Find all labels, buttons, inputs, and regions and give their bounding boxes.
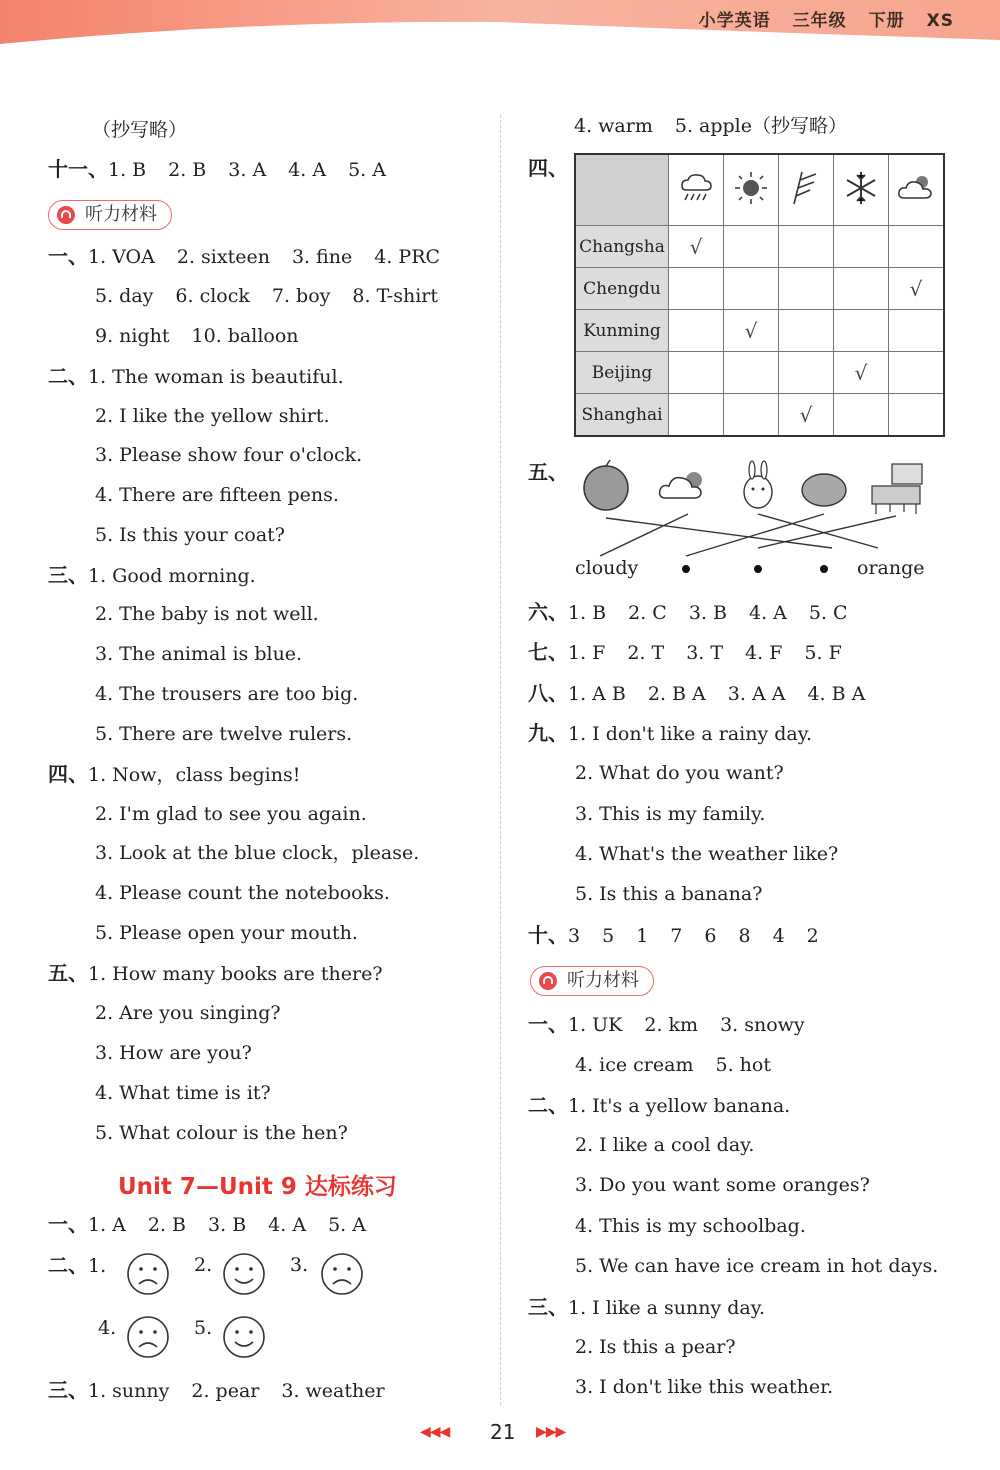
happy-face-icon	[222, 1252, 266, 1296]
unit-section-3: 三、1. sunny 2. pear 3. weather	[48, 1378, 385, 1402]
check-cell	[779, 310, 834, 352]
section-8: 八、1. A B 2. B A 3. A A 4. B A	[528, 681, 866, 705]
table-row	[575, 226, 944, 268]
cloudy-icon	[889, 154, 945, 226]
check-mark: √	[909, 276, 923, 301]
listening-2-item: 2. I like the yellow shirt.	[95, 405, 330, 427]
check-cell	[669, 352, 724, 394]
check-cell	[889, 268, 945, 310]
listening-5-item: 2. Are you singing?	[95, 1002, 281, 1024]
listening-1-row3: 9. night 10. balloon	[95, 325, 299, 347]
listening-2-item: 3. Please show four o'clock.	[95, 444, 363, 466]
listening-3-item: 三、1. Good morning.	[48, 563, 256, 587]
section-9-item: 3. This is my family.	[575, 803, 766, 825]
unit-section-2-num: 2.	[194, 1254, 213, 1276]
listening-r2-item: 二、1. It's a yellow banana.	[528, 1093, 791, 1117]
listening-r3-item: 2. Is this a pear?	[575, 1336, 736, 1358]
listening-4-item: 2. I'm glad to see you again.	[95, 803, 367, 825]
table-row	[575, 310, 944, 352]
unit-section-2-num: 4.	[98, 1317, 117, 1339]
unit-section-1: 一、1. A 2. B 3. B 4. A 5. A	[48, 1212, 366, 1236]
listening-2-item: 5. Is this your coat?	[95, 524, 285, 546]
section-5-label: 五、	[528, 460, 568, 484]
listening-2-item: 4. There are fifteen pens.	[95, 484, 339, 506]
check-cell	[779, 226, 834, 268]
check-cell	[669, 394, 724, 437]
listening-material-tag: 听力材料	[530, 966, 654, 996]
column-divider	[500, 115, 501, 1405]
check-mark: √	[799, 402, 813, 427]
unit-title: Unit 7—Unit 9 达标练习	[118, 1174, 397, 1200]
check-cell	[889, 226, 945, 268]
check-mark: √	[744, 318, 758, 343]
orange-picture	[584, 460, 628, 510]
table-row	[575, 268, 944, 310]
listening-3-item: 2. The baby is not well.	[95, 603, 319, 625]
check-cell	[779, 352, 834, 394]
classroom-picture	[872, 464, 922, 514]
listening-3-item: 5. There are twelve rulers.	[95, 723, 353, 745]
match-line	[758, 514, 878, 548]
match-line	[600, 514, 688, 556]
check-cell	[834, 352, 889, 394]
weather-table	[574, 153, 945, 437]
listening-4-item: 4. Please count the notebooks.	[95, 882, 390, 904]
lemon-picture	[802, 474, 846, 506]
table-row	[575, 352, 944, 394]
match-line	[758, 516, 896, 548]
listening-r1-row2: 4. ice cream 5. hot	[575, 1054, 771, 1076]
listening-5-item: 5. What colour is the hen?	[95, 1122, 348, 1144]
check-cell	[889, 310, 945, 352]
listening-4-item: 5. Please open your mouth.	[95, 922, 358, 944]
section-4-label: 四、	[528, 156, 568, 180]
copy-note: （抄写略）	[92, 119, 188, 141]
check-cell	[779, 394, 834, 437]
section-9-item: 5. Is this a banana?	[575, 883, 763, 905]
check-cell	[834, 268, 889, 310]
check-cell	[889, 394, 945, 437]
check-mark: √	[689, 234, 703, 259]
check-cell	[724, 352, 779, 394]
unit-section-2-num: 5.	[194, 1317, 213, 1339]
listening-r3-item: 3. I don't like this weather.	[575, 1376, 834, 1398]
check-cell	[834, 394, 889, 437]
section-9-item: 4. What's the weather like?	[575, 843, 839, 865]
listening-r2-item: 4. This is my schoolbag.	[575, 1215, 806, 1237]
headphones-icon	[57, 206, 75, 224]
city-cell: Changsha	[575, 226, 669, 268]
check-cell	[834, 226, 889, 268]
listening-r3-item: 三、1. I like a sunny day.	[528, 1295, 766, 1319]
listening-r2-item: 2. I like a cool day.	[575, 1134, 755, 1156]
match-dot	[682, 565, 690, 573]
check-cell	[669, 310, 724, 352]
sunny-icon	[724, 154, 779, 226]
check-cell	[669, 268, 724, 310]
listening-3-item: 4. The trousers are too big.	[95, 683, 359, 705]
right-top-line: 4. warm 5. apple（抄写略）	[574, 115, 848, 137]
prev-arrows-icon: ◀◀◀	[420, 1424, 450, 1440]
section-6: 六、1. B 2. C 3. B 4. A 5. C	[528, 600, 848, 624]
check-mark: √	[854, 360, 868, 385]
check-cell	[779, 268, 834, 310]
city-cell: Kunming	[575, 310, 669, 352]
listening-4-item: 3. Look at the blue clock，please.	[95, 842, 420, 864]
listening-4-item: 四、1. Now，class begins!	[48, 762, 301, 786]
match-dot	[820, 565, 828, 573]
next-arrows-icon: ▶▶▶	[536, 1424, 566, 1440]
happy-face-icon	[222, 1315, 266, 1359]
check-cell	[724, 226, 779, 268]
listening-1-row1: 一、1. VOA 2. sixteen 3. fine 4. PRC	[48, 244, 441, 268]
listening-5-item: 4. What time is it?	[95, 1082, 271, 1104]
section-10: 十、3 5 1 7 6 8 4 2	[528, 923, 819, 947]
section-9-item: 九、1. I don't like a rainy day.	[528, 721, 813, 745]
listening-r2-item: 5. We can have ice cream in hot days.	[575, 1255, 939, 1277]
listening-5-item: 五、1. How many books are there?	[48, 961, 383, 985]
cloudy-picture	[660, 472, 702, 498]
check-cell	[889, 352, 945, 394]
match-dot	[754, 565, 762, 573]
listening-1-row2: 5. day 6. clock 7. boy 8. T-shirt	[95, 285, 438, 307]
listening-5-item: 3. How are you?	[95, 1042, 252, 1064]
match-line	[686, 514, 824, 556]
section-9-item: 2. What do you want?	[575, 762, 784, 784]
check-cell	[724, 310, 779, 352]
city-cell: Beijing	[575, 352, 669, 394]
headphones-icon	[539, 972, 557, 990]
listening-r2-item: 3. Do you want some oranges?	[575, 1174, 870, 1196]
check-cell	[724, 394, 779, 437]
listening-r1-row1: 一、1. UK 2. km 3. snowy	[528, 1012, 805, 1036]
unit-section-2-label: 二、1.	[48, 1253, 107, 1277]
listening-material-tag: 听力材料	[48, 200, 172, 230]
match-word-right: orange	[857, 557, 925, 579]
section-11: 十一、1. B 2. B 3. A 4. A 5. A	[48, 157, 386, 181]
listening-3-item: 3. The animal is blue.	[95, 643, 303, 665]
check-cell	[834, 310, 889, 352]
windy-icon	[779, 154, 834, 226]
sad-face-icon	[126, 1315, 170, 1359]
check-cell	[669, 226, 724, 268]
rabbit-picture	[744, 461, 772, 508]
table-row	[575, 394, 944, 437]
table-corner	[575, 154, 669, 226]
match-word-left: cloudy	[575, 557, 639, 579]
listening-2-item: 二、1. The woman is beautiful.	[48, 364, 344, 388]
rainy-icon	[669, 154, 724, 226]
sad-face-icon	[320, 1252, 364, 1296]
sad-face-icon	[126, 1252, 170, 1296]
header-title: 小学英语 三年级 下册 XS	[698, 11, 954, 31]
city-cell: Chengdu	[575, 268, 669, 310]
snowy-icon	[834, 154, 889, 226]
unit-section-2-num: 3.	[290, 1254, 309, 1276]
check-cell	[724, 268, 779, 310]
page-number: 21	[490, 1420, 516, 1444]
city-cell: Shanghai	[575, 394, 669, 437]
section-7: 七、1. F 2. T 3. T 4. F 5. F	[528, 640, 842, 664]
